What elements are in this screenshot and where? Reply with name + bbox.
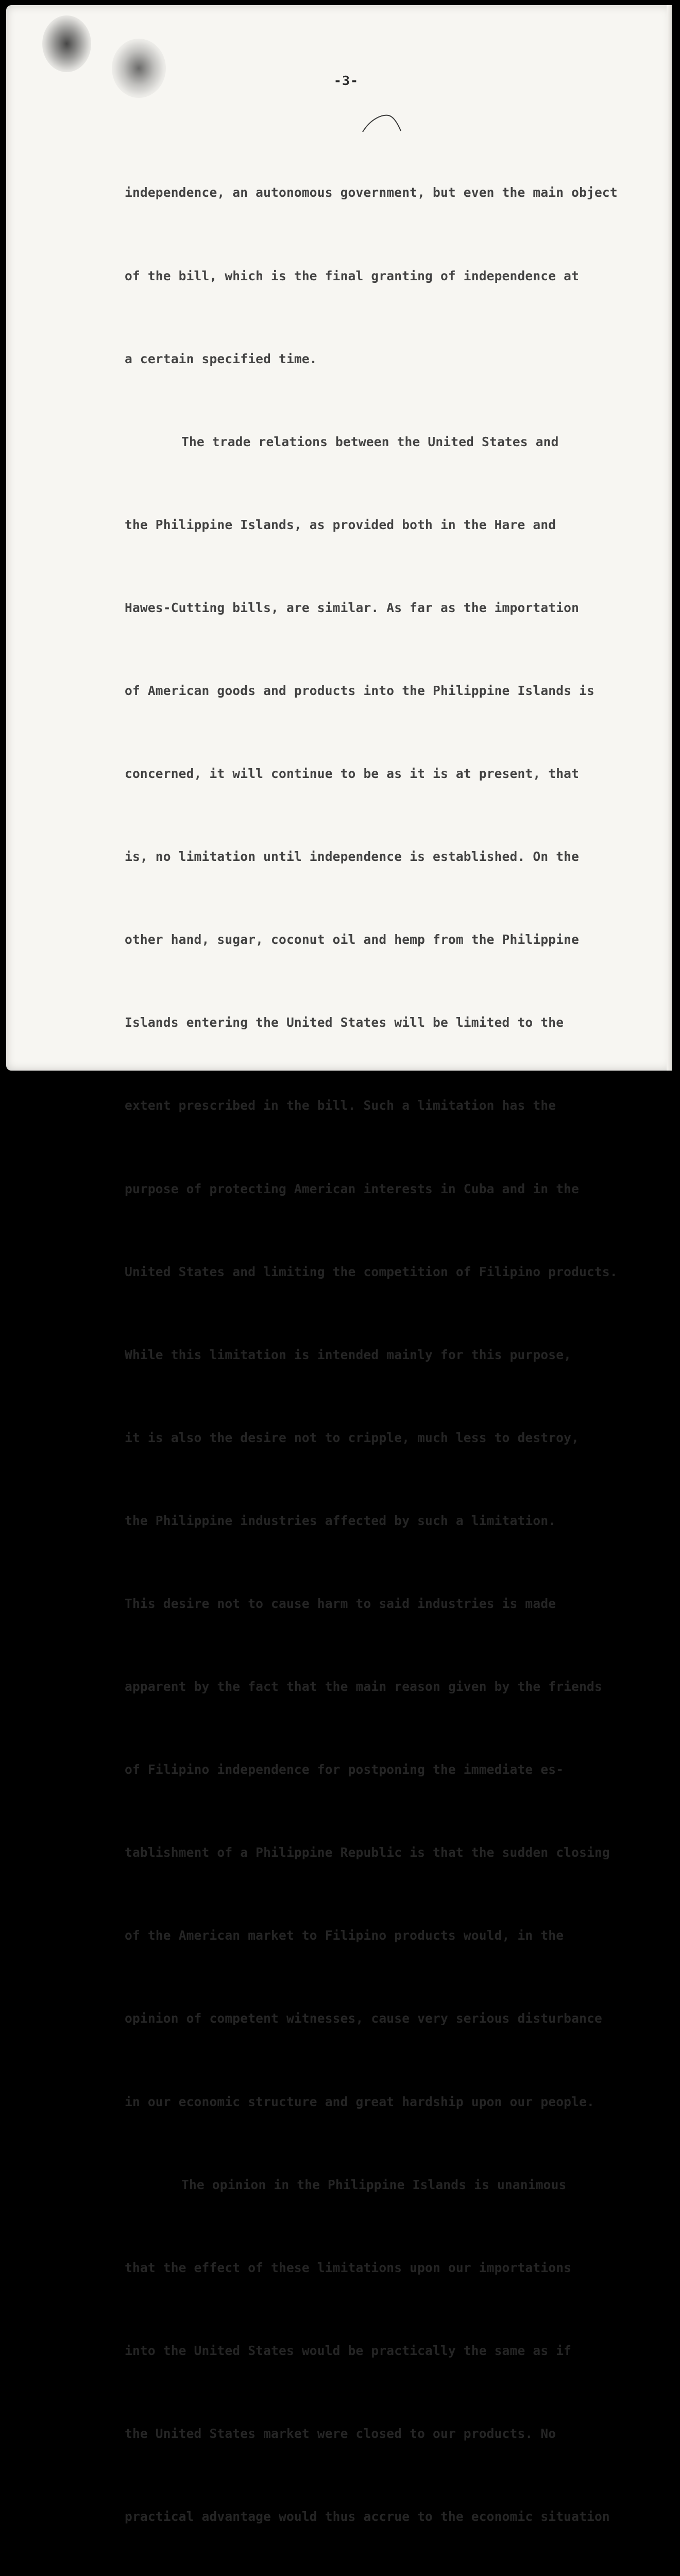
text-line: it is also the desire not to cripple, much less to destroy, (125, 1430, 580, 1445)
text-line: other hand, sugar, coconut oil and hemp from the Philippine (125, 932, 580, 947)
text-line: opinion of competent witnesses, cause very serious disturbance (125, 2011, 602, 2026)
text-line: of the bill, which is the final granting of independence at (125, 268, 580, 283)
text-line: independence, an autonomous government, but even the main object (125, 185, 618, 200)
text-line: extent prescribed in the bill. Such a limitation has the (125, 1098, 556, 1113)
text-line: of American goods and products into the Philippine Islands is (125, 683, 594, 698)
paragraph-start-line: The trade relations between the United States and (181, 434, 559, 449)
text-line: practical advantage would thus accrue to the economic situation (125, 2509, 610, 2524)
text-line: that the effect of these limitations upon our importations (125, 2260, 572, 2275)
text-line: of the American market to Filipino products would, in the (125, 1928, 564, 1943)
ink-smudge (112, 39, 166, 98)
text-line: Hawes-Cutting bills, are similar. As far as the importation (125, 600, 580, 615)
text-line: in our economic structure and great hardship upon our people. (125, 2094, 594, 2109)
paragraph-start-line: The opinion in the Philippine Islands is unanimous (181, 2177, 567, 2192)
text-line: This desire not to cause harm to said industries is made (125, 1596, 556, 1611)
document-page (6, 5, 672, 2524)
text-line: a certain specified time. (125, 351, 317, 366)
text-line: tablishment of a Philippine Republic is that the sudden closing (125, 1845, 610, 1860)
text-line: apparent by the fact that the main reason given by the friends (125, 1679, 602, 1694)
text-line: Islands entering the United States will be limited to the (125, 1015, 564, 1030)
text-line: into the United States would be practically the same as if (125, 2343, 572, 2358)
text-line: United States and limiting the competition of Filipino products. (125, 1264, 618, 1279)
ink-smudge (42, 15, 91, 72)
text-line: of Filipino independence for postponing the immediate es- (125, 1762, 564, 1777)
text-line: concerned, it will continue to be as it is at present, that (125, 766, 580, 782)
text-line: purpose of protecting American interests in Cuba and in the (125, 1181, 580, 1196)
text-line: While this limitation is intended mainly for this purpose, (125, 1347, 572, 1362)
page-number: -3- (333, 73, 359, 88)
text-line: is, no limitation until independence is established. On the (125, 849, 580, 865)
text-line: the United States market were closed to our products. No (125, 2426, 556, 2441)
typed-body-text (125, 124, 671, 2576)
text-line: the Philippine Islands, as provided both in the Hare and (125, 517, 556, 532)
text-line: the Philippine industries affected by such a limitation. (125, 1513, 556, 1528)
